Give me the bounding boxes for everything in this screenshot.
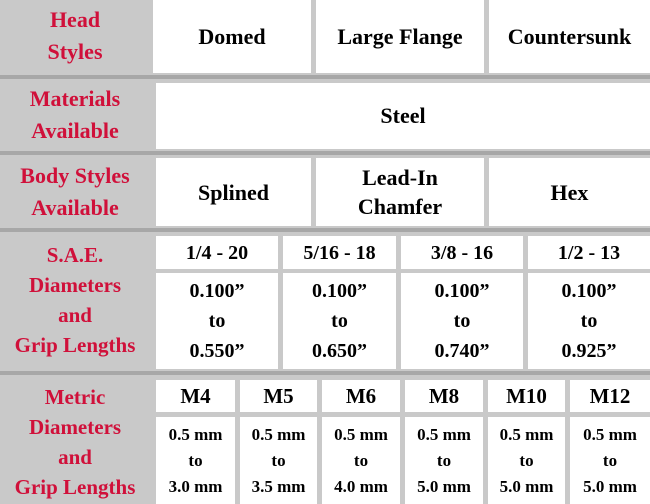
metric-grip-m6-to: to — [353, 450, 369, 470]
divider-3 — [0, 228, 650, 232]
metric-label-line2: Diameters — [28, 415, 122, 439]
metric-grip-m6-max: 4.0 mm — [334, 476, 388, 496]
sae-grip-1 — [156, 273, 278, 369]
sae-grip-1-max: 0.550” — [189, 340, 245, 362]
sae-diameter-2-text: 5/16 - 18 — [303, 241, 376, 264]
sae-label-line3: and — [58, 303, 92, 327]
head-styles-label — [0, 0, 150, 72]
sae-grip-4-to: to — [580, 310, 598, 332]
body-style-lead-in-text: Lead-In — [362, 165, 438, 190]
sae-grip-3-to: to — [453, 310, 471, 332]
body-styles-label-line2: Available — [31, 195, 119, 220]
metric-grip-m6 — [322, 417, 400, 504]
metric-grip-m12-to: to — [602, 450, 618, 470]
metric-grip-m8-max: 5.0 mm — [417, 476, 471, 496]
head-style-countersunk — [489, 0, 650, 73]
sae-grip-1-min: 0.100” — [189, 280, 245, 302]
metric-grip-m10 — [488, 417, 565, 504]
metric-grip-m5-min: 0.5 mm — [251, 424, 306, 444]
sae-grip-2-min: 0.100” — [312, 280, 367, 302]
metric-grip-m5 — [240, 417, 317, 504]
sae-grip-1-to: to — [208, 310, 226, 332]
metric-grip-m10-max: 5.0 mm — [499, 476, 554, 496]
sae-diameter-1 — [156, 236, 278, 269]
divider-2 — [0, 151, 650, 155]
metric-grip-m10-min: 0.5 mm — [499, 424, 554, 444]
sae-grip-2 — [283, 273, 396, 369]
sae-grip-4-min: 0.100” — [561, 280, 617, 302]
sae-diameter-3-text: 3/8 - 16 — [430, 241, 494, 264]
body-style-splined — [156, 158, 311, 226]
metric-size-m5 — [240, 380, 317, 412]
metric-grip-m4-to: to — [188, 450, 203, 470]
sae-diameter-2 — [283, 236, 396, 269]
metric-grip-m4-max: 3.0 mm — [168, 476, 223, 496]
sae-grip-3-min: 0.100” — [434, 280, 490, 302]
sae-grip-3 — [401, 273, 523, 369]
metric-grip-m12 — [570, 417, 650, 504]
sae-diameter-3 — [401, 236, 523, 269]
metric-grip-m10-to: to — [519, 450, 534, 470]
metric-size-m12 — [570, 380, 650, 412]
metric-size-m4 — [156, 380, 235, 412]
metric-grip-m12-max: 5.0 mm — [583, 476, 637, 496]
sae-grip-4-max: 0.925” — [561, 340, 617, 362]
head-styles-label-line1: Head — [49, 7, 101, 32]
metric-grip-m4-min: 0.5 mm — [168, 424, 223, 444]
metric-size-m6 — [322, 380, 400, 412]
divider-4 — [0, 371, 650, 375]
metric-size-m10 — [488, 380, 565, 412]
body-style-lead-in-chamfer — [316, 158, 484, 226]
head-style-countersunk-text: Countersunk — [507, 24, 632, 49]
body-style-chamfer-text: Chamfer — [357, 194, 443, 219]
sae-label-line4: Grip Lengths — [14, 333, 136, 357]
metric-label-line4: Grip Lengths — [14, 475, 136, 499]
materials-label — [0, 82, 150, 148]
sae-label-line2: Diameters — [28, 273, 122, 297]
head-styles-label-line2: Styles — [47, 39, 103, 64]
metric-size-m6-text: M6 — [345, 383, 377, 408]
metric-grip-m8-to: to — [436, 450, 452, 470]
sae-grip-4 — [528, 273, 650, 369]
sae-grip-2-to: to — [331, 310, 348, 332]
body-styles-label-line1: Body Styles — [20, 163, 130, 188]
metric-grip-m5-max: 3.5 mm — [251, 476, 306, 496]
body-style-hex-text: Hex — [550, 179, 589, 205]
metric-grip-m8 — [405, 417, 483, 504]
sae-diameter-4 — [528, 236, 650, 269]
metric-grip-m6-min: 0.5 mm — [334, 424, 388, 444]
metric-label-line1: Metric — [44, 385, 106, 409]
sae-diameter-4-text: 1/2 - 13 — [557, 241, 621, 264]
sae-label-line1: S.A.E. — [46, 243, 104, 267]
metric-grip-m8-min: 0.5 mm — [417, 424, 471, 444]
material-steel — [156, 83, 650, 149]
head-style-large-flange — [316, 0, 484, 73]
metric-label-line3: and — [58, 445, 92, 469]
materials-label-line1: Materials — [29, 86, 121, 111]
material-steel-text: Steel — [380, 103, 426, 128]
sae-diameter-1-text: 1/4 - 20 — [185, 241, 249, 264]
metric-grip-m12-min: 0.5 mm — [583, 424, 637, 444]
metric-size-m10-text: M10 — [506, 383, 547, 408]
metric-size-m12-text: M12 — [589, 383, 631, 408]
head-style-domed-text: Domed — [198, 24, 266, 49]
body-style-hex — [489, 158, 650, 226]
divider-1 — [0, 75, 650, 79]
metric-grip-m5-to: to — [271, 450, 286, 470]
materials-label-line2: Available — [31, 118, 119, 143]
body-style-splined-text: Splined — [198, 179, 269, 205]
metric-size-m8 — [405, 380, 483, 412]
sae-grip-3-max: 0.740” — [434, 340, 490, 362]
metric-label — [0, 380, 150, 504]
body-styles-label — [0, 158, 150, 226]
sae-label — [0, 236, 150, 364]
sae-grip-2-max: 0.650” — [312, 340, 367, 362]
metric-size-m4-text: M4 — [180, 383, 211, 408]
metric-grip-m4 — [156, 417, 235, 504]
head-style-domed — [153, 0, 311, 73]
head-style-large-flange-text: Large Flange — [337, 24, 463, 49]
metric-size-m8-text: M8 — [428, 383, 460, 408]
metric-size-m5-text: M5 — [263, 383, 294, 408]
